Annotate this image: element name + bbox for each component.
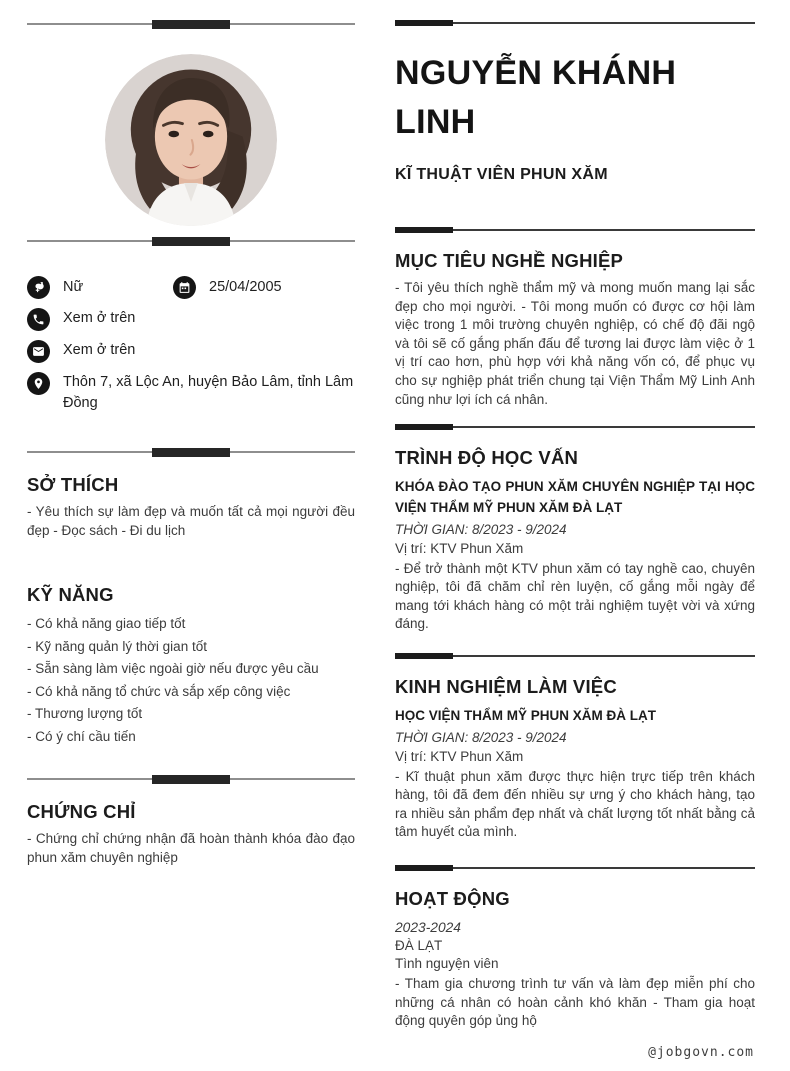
email-item [27,340,355,363]
hobbies-body: - Yêu thích sự làm đẹp và muốn tất cả mọi người đều đẹp - Đọc sách - Đi du lịch [27,504,355,538]
divider [395,424,755,430]
personal-info-list [27,276,355,414]
skill-item: - Sẵn sàng làm việc ngoài giờ nếu được yêu cầu [27,661,319,676]
right-column [395,0,755,1031]
section-objective [395,250,755,409]
profile-photo-wrapper [27,54,355,226]
candidate-name: NGUYỄN KHÁNH LINH [395,54,677,141]
gender-item [27,276,173,299]
divider [27,20,355,29]
certificates-body: - Chứng chỉ chứng nhận đã hoàn thành khóa đào đạo phun xăm chuyên nghiệp [27,831,355,865]
address-item [27,372,355,414]
dob-value: 25/04/2005 [209,279,282,295]
calendar-icon [173,276,196,299]
divider [395,20,755,26]
section-education [395,447,755,634]
section-activities [395,888,755,1031]
activities-time: 2023-2024 [395,919,461,935]
phone-item [27,308,355,331]
info-row-gender-dob [27,276,355,299]
skills-list [27,613,355,748]
section-certificates [27,801,355,867]
skill-item: - Kỹ năng quản lý thời gian tốt [27,638,207,654]
activities-title: HOẠT ĐỘNG [395,887,510,909]
phone-icon [27,308,50,331]
section-hobbies [27,474,355,540]
experience-company: HỌC VIỆN THẨM MỸ PHUN XĂM ĐÀ LẠT [395,708,656,724]
gender-icon [27,276,50,299]
hobbies-title: SỞ THÍCH [27,474,119,495]
skills-title: KỸ NĂNG [27,584,114,605]
section-experience [395,676,755,842]
divider [395,653,755,659]
portrait-illustration [105,54,277,226]
education-school: KHÓA ĐÀO TẠO PHUN XĂM CHUYÊN NGHIỆP TẠI HỌC VIỆN THẨM MỸ PHUN XĂM ĐÀ LẠT [395,479,755,516]
skill-item: - Có khả năng tổ chức và sắp xếp công việc [27,683,291,699]
education-time: THỜI GIAN: 8/2023 - 9/2024 [395,522,567,538]
phone-value: Xem ở trên [63,310,136,326]
experience-position: Vị trí: KTV Phun Xăm [395,749,524,765]
job-title: KĨ THUẬT VIÊN PHUN XĂM [395,166,608,183]
activities-body: - Tham gia chương trình tư vấn và làm đẹp miễn phí cho những cá nhân có hoàn cảnh khó khăn - Tham gia hoạt động quyên góp ủng hộ [395,975,755,1029]
experience-time: THỜI GIAN: 8/2023 - 9/2024 [395,730,567,746]
address-value: Thôn 7, xã Lộc An, huyện Bảo Lâm, tỉnh Lâm Đồng [63,374,354,411]
dob-item [173,276,355,299]
education-position: Vị trí: KTV Phun Xăm [395,541,524,557]
email-icon [27,340,50,363]
divider [27,448,355,457]
divider [27,237,355,246]
email-value: Xem ở trên [63,342,136,358]
left-column [27,0,355,867]
activities-place: ĐÀ LẠT [395,937,443,953]
education-body: - Để trở thành một KTV phun xăm có tay nghề cao, chuyên nghiệp, tôi đã chăm chỉ rèn luyện, cố gắng mỗi ngày để mang tới khách hàng có một trải nghiệm tuyệt vời và xứng đáng. [395,560,755,632]
activities-role: Tình nguyện viên [395,956,499,972]
divider [395,227,755,233]
profile-photo [105,54,277,226]
objective-body: - Tôi yêu thích nghề thẩm mỹ và mong muốn mang lại sắc đẹp cho mọi người. - Tôi mong muốn có được cơ hội làm việc trong 1 môi trường chuyên nghiệp, có chế độ đãi ngộ và tôi sẽ cố gắng phấn đấu để tương lai được làm việc ở 1 vị trí cao hơn, phù hợp với khả năng vốn có, để phục vụ cho sự nghiệp phát triển chung tại Viện Thẩm Mỹ Linh Anh cũng như lợi ích cá nhân. [395,280,755,407]
gender-value: Nữ [63,279,84,295]
location-icon [27,372,50,395]
divider [395,865,755,871]
skill-item: - Có ý chí cầu tiến [27,728,136,744]
skill-item: - Thương lượng tốt [27,706,143,721]
certificates-title: CHỨNG CHỈ [27,801,136,822]
objective-title: MỤC TIÊU NGHỀ NGHIỆP [395,250,624,271]
education-title: TRÌNH ĐỘ HỌC VẤN [395,447,579,469]
divider [27,775,355,784]
experience-title: KINH NGHIỆM LÀM VIỆC [395,676,617,698]
section-skills [27,584,355,748]
skill-item: - Có khả năng giao tiếp tốt [27,616,186,631]
watermark: @jobgovn.com [648,1045,754,1060]
experience-body: - Kĩ thuật phun xăm được thực hiện trực tiếp trên khách hàng, tôi đã đem đến nhiều sự ưng ý cho khách hàng, tạo ra nhiều sản phẩm đẹp nhất và chất lượng tốt nhất bằng cả tâm huyết của mình. [395,768,755,840]
